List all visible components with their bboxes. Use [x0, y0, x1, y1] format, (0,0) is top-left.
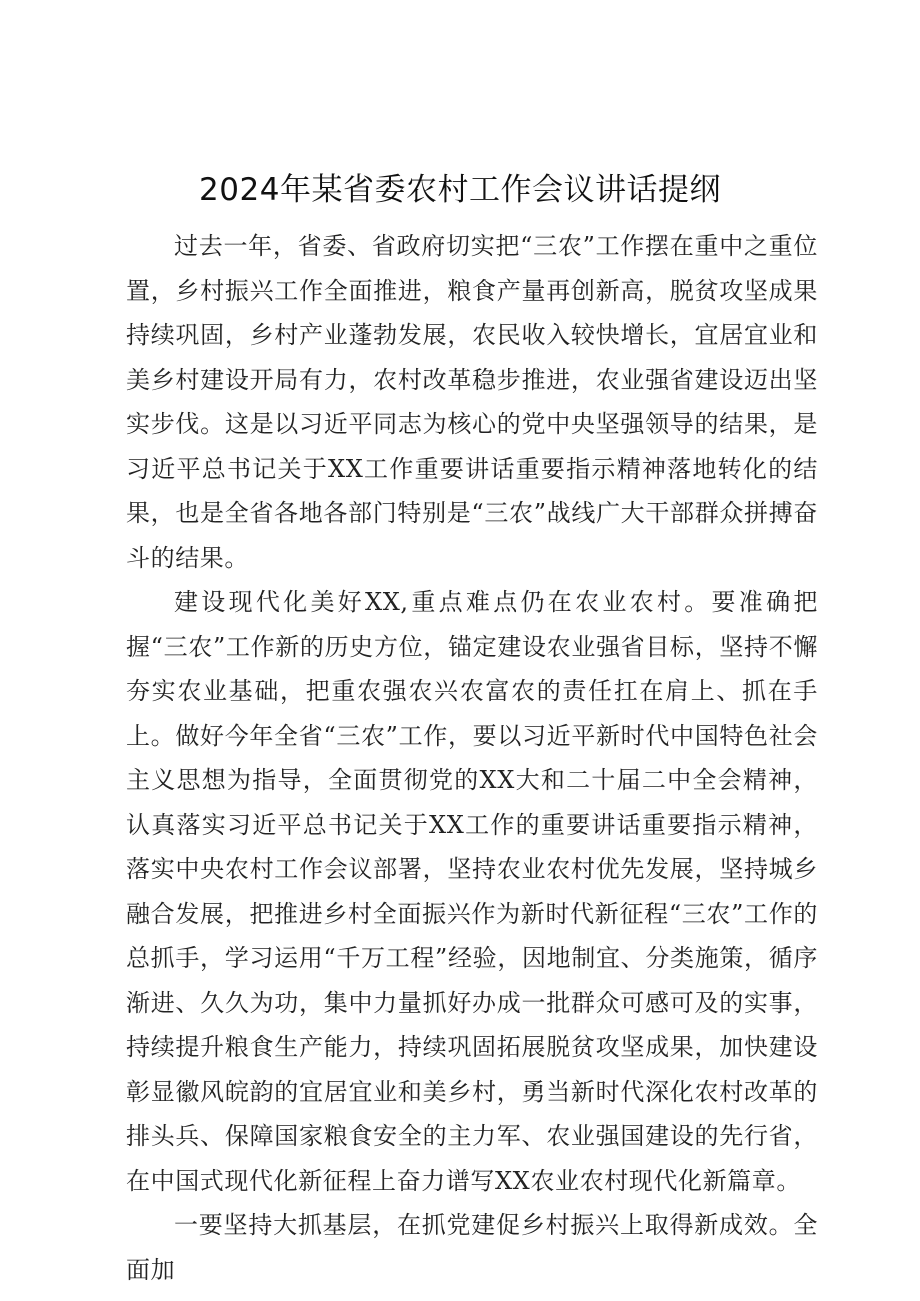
- document-title: 2024年某省委农村工作会议讲话提纲: [199, 172, 721, 208]
- paragraph-1: 过去一年，省委、省政府切实把“三农”工作摆在重中之重位置，乡村振兴工作全面推进，粮食产量再创新高，脱贫攻坚成果持续巩固，乡村产业蓬勃发展，农民收入较快增长，宜居宜业和美乡村建设开局有力，农村改革稳步推进，农业强省建设迈出坚实步伐。这是以习近平同志为核心的党中央坚强领导的结果，是习近平总书记关于XX工作重要讲话重要指示精神落地转化的结果，也是全省各地各部门特别是“三农”战线广大干部群众拼搏奋斗的结果。: [126, 232, 818, 572]
- document-body: [126, 224, 818, 1292]
- paragraph-2: 建设现代化美好XX,重点难点仍在农业农村。要准确把握“三农”工作新的历史方位，锚定建设农业强省目标，坚持不懈夯实农业基础，把重农强农兴农富农的责任扛在肩上、抓在手上。做好今年全省“三农”工作，要以习近平新时代中国特色社会主义思想为指导，全面贯彻党的XX大和二十届二中全会精神，认真落实习近平总书记关于XX工作的重要讲话重要指示精神，落实中央农村工作会议部署，坚持农业农村优先发展，坚持城乡融合发展，把推进乡村全面振兴作为新时代新征程“三农”工作的总抓手，学习运用“千万工程”经验，因地制宜、分类施策，循序渐进、久久为功，集中力量抓好办成一批群众可感可及的实事，持续提升粮食生产能力，持续巩固拓展脱贫攻坚成果，加快建设彰显徽风皖韵的宜居宜业和美乡村，勇当新时代深化农村改革的排头兵、保障国家粮食安全的主力军、农业强国建设的先行省，在中国式现代化新征程上奋力谱写XX农业农村现代化新篇章。: [126, 588, 818, 1195]
- paragraph-3: 一要坚持大抓基层，在抓党建促乡村振兴上取得新成效。全面加: [126, 1211, 818, 1284]
